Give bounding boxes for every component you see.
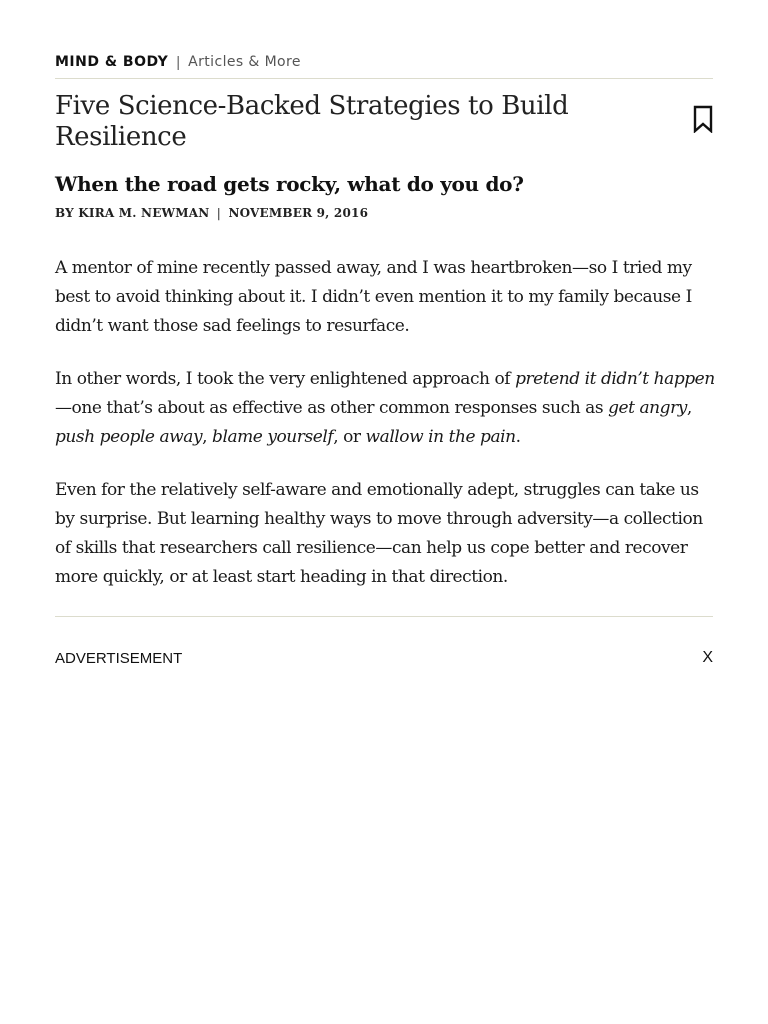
paragraph-1: A mentor of mine recently passed away, and I was heartbroken—so I tried my best to avoid thinking about it. I didn’t even mention it to my family because I didn’t want those sad feelings to resurface. [55,258,692,336]
p2-text-6: . [515,427,521,447]
p2-text-1: In other words, I took the very enlightened approach of [55,369,516,389]
p2-emphasis-2: get angry [608,398,687,418]
p2-text-5: , or [333,427,366,447]
paragraph-2 [55,365,715,452]
byline-separator: | [216,206,222,220]
author-link[interactable]: KIRA M. NEWMAN [78,206,210,220]
byline-prefix: BY [55,206,74,220]
p2-text-3: , [686,398,692,418]
p2-text-4: , [202,427,213,447]
publish-date: NOVEMBER 9, 2016 [228,206,369,220]
article-subtitle: When the road gets rocky, what do you do? [55,172,524,196]
article-title: Five Science-Backed Strategies to Build Resilience [55,91,569,152]
ad-divider [55,616,713,617]
subsection-link[interactable]: Articles & More [188,54,301,70]
advertisement-label: ADVERTISEMENT [55,649,183,667]
section-header [55,0,713,79]
section-separator: | [176,53,181,71]
advertisement-bar [55,649,713,667]
p2-emphasis-1: pretend it didn’t happen [515,369,715,389]
paragraph-3: Even for the relatively self-aware and emotionally adept, struggles can take us by surprise. But learning healthy ways to move through adversity—a collection of skills that researchers call resilience—can help us cope better and recover more quickly, or at least start heading in that direction. [55,480,703,587]
bookmark-icon[interactable] [691,105,715,133]
section-link[interactable]: MIND & BODY [55,54,169,70]
p2-emphasis-4: blame yourself [212,427,334,447]
p2-emphasis-5: wallow in the pain [365,427,516,447]
title-row [55,91,713,153]
p2-text-2: —one that’s about as effective as other common responses such as [55,398,609,418]
p2-emphasis-3: push people away [55,427,203,447]
byline [55,206,713,220]
article-body [55,254,715,592]
close-ad-button[interactable]: X [702,649,713,666]
